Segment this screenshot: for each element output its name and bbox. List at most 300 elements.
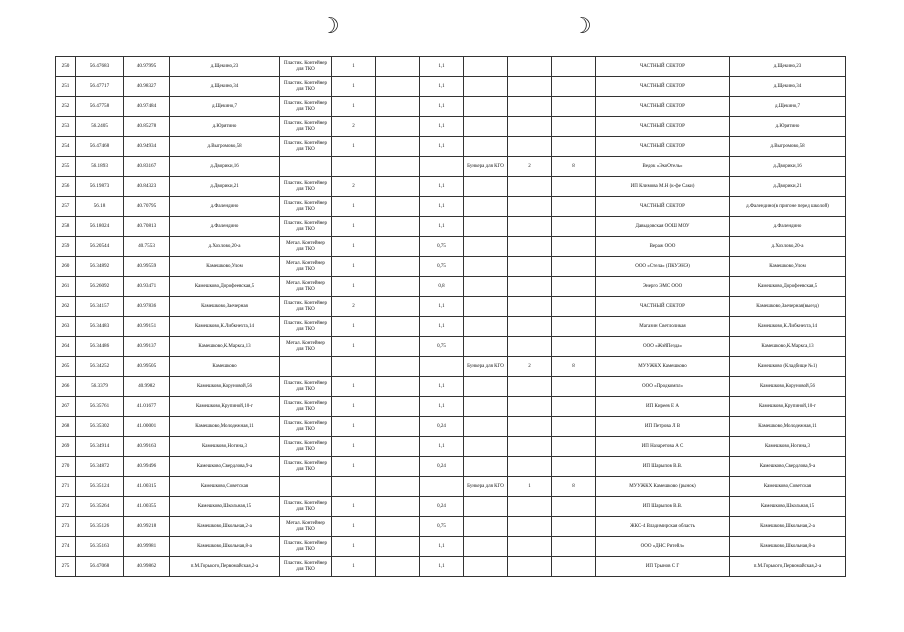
- cell-address: Камешково,К.Либкнехта,14: [170, 317, 280, 337]
- cell-address: Камешково,Советская: [170, 477, 280, 497]
- table-row: [56, 97, 846, 117]
- cell-bunker-type: [464, 237, 508, 257]
- cell-container-type: Пластик. Контейнер для ТКО: [280, 377, 332, 397]
- cell-longitude: 40.84323: [124, 177, 170, 197]
- cell-container-volume: 1,1: [420, 57, 464, 77]
- cell-owner: Давыдовская ООШ МОУ: [596, 217, 730, 237]
- cell-bunker-count: [508, 457, 552, 477]
- cell-longitude: 40.97484: [124, 97, 170, 117]
- cell-container-type: Пластик. Контейнер для ТКО: [280, 497, 332, 517]
- cell-container-count: 1: [332, 337, 376, 357]
- cell-container-type: Пластик. Контейнер для ТКО: [280, 197, 332, 217]
- cell-longitude: 40.99505: [124, 357, 170, 377]
- cell-bunker-type: [464, 517, 508, 537]
- cell-row-number: 258: [56, 217, 76, 237]
- cell-container-count: 2: [332, 297, 376, 317]
- cell-container-type: Пластик. Контейнер для ТКО: [280, 537, 332, 557]
- cell-blank-col: [376, 97, 420, 117]
- cell-blank-col: [376, 397, 420, 417]
- cell-container-count: 1: [332, 137, 376, 157]
- cell-container-type: Метал. Контейнер для ТКО: [280, 277, 332, 297]
- cell-container-volume: 1,1: [420, 177, 464, 197]
- table-row: [56, 217, 846, 237]
- cell-location: Камешково,Свердлова,9-а: [730, 457, 846, 477]
- cell-longitude: 40.99496: [124, 457, 170, 477]
- cell-bunker-volume: [552, 137, 596, 157]
- cell-address: д.Щекино,34: [170, 77, 280, 97]
- cell-bunker-type: [464, 57, 508, 77]
- cell-blank-col: [376, 257, 420, 277]
- cell-latitude: 56.18024: [76, 217, 124, 237]
- cell-container-type: Пластик. Контейнер для ТКО: [280, 117, 332, 137]
- cell-location: Камешково,Улом: [730, 257, 846, 277]
- cell-bunker-type: [464, 457, 508, 477]
- cell-container-volume: 0,24: [420, 497, 464, 517]
- cell-container-count: 1: [332, 197, 376, 217]
- cell-container-count: 1: [332, 77, 376, 97]
- cell-bunker-volume: [552, 557, 596, 577]
- table-row: [56, 117, 846, 137]
- cell-container-type: [280, 157, 332, 177]
- cell-latitude: 56.34483: [76, 317, 124, 337]
- cell-latitude: 56.35264: [76, 497, 124, 517]
- cell-container-count: [332, 477, 376, 497]
- cell-bunker-type: Бункера для КГО: [464, 357, 508, 377]
- cell-container-volume: 0,24: [420, 417, 464, 437]
- cell-owner: Магазин Светлоликая: [596, 317, 730, 337]
- cell-owner: ООО «ЖэйПезда»: [596, 337, 730, 357]
- cell-latitude: 56.26092: [76, 277, 124, 297]
- cell-latitude: 56.20544: [76, 237, 124, 257]
- cell-bunker-volume: [552, 97, 596, 117]
- cell-location: д.Щекино,34: [730, 77, 846, 97]
- cell-container-count: 1: [332, 437, 376, 457]
- cell-address: Камешково,Дорофеевская,5: [170, 277, 280, 297]
- cell-blank-col: [376, 57, 420, 77]
- cell-address: Камешково,Улом: [170, 257, 280, 277]
- cell-longitude: 40.93471: [124, 277, 170, 297]
- cell-latitude: 56.2405: [76, 117, 124, 137]
- cell-row-number: 268: [56, 417, 76, 437]
- cell-location: д.Дворики,21: [730, 177, 846, 197]
- cell-latitude: 56.34914: [76, 437, 124, 457]
- cell-container-type: Пластик. Контейнер для ТКО: [280, 217, 332, 237]
- cell-container-volume: 1,1: [420, 437, 464, 457]
- cell-location: д.Щекино,23: [730, 57, 846, 77]
- cell-bunker-type: [464, 337, 508, 357]
- cell-location: Камешково (Кладбище №1): [730, 357, 846, 377]
- cell-bunker-volume: [552, 517, 596, 537]
- cell-container-type: Пластик. Контейнер для ТКО: [280, 397, 332, 417]
- cell-latitude: 56.34486: [76, 337, 124, 357]
- cell-bunker-count: [508, 137, 552, 157]
- cell-container-type: Метал. Контейнер для ТКО: [280, 337, 332, 357]
- cell-bunker-volume: 8: [552, 477, 596, 497]
- cell-bunker-count: 2: [508, 157, 552, 177]
- cell-blank-col: [376, 117, 420, 137]
- cell-longitude: 41.01677: [124, 397, 170, 417]
- cell-blank-col: [376, 497, 420, 517]
- cell-container-count: 2: [332, 117, 376, 137]
- cell-blank-col: [376, 217, 420, 237]
- cell-bunker-count: 2: [508, 357, 552, 377]
- cell-bunker-volume: 8: [552, 157, 596, 177]
- cell-owner: ИП Шарыпов В.В.: [596, 497, 730, 517]
- cell-bunker-type: [464, 217, 508, 237]
- cell-container-volume: 0,75: [420, 237, 464, 257]
- cell-row-number: 262: [56, 297, 76, 317]
- cell-location: Камешково,Школьная,8-а: [730, 537, 846, 557]
- cell-container-volume: 1,1: [420, 137, 464, 157]
- table-row: [56, 257, 846, 277]
- cell-container-count: 1: [332, 317, 376, 337]
- cell-bunker-type: [464, 117, 508, 137]
- cell-longitude: 40.70795: [124, 197, 170, 217]
- cell-bunker-volume: [552, 417, 596, 437]
- cell-container-type: Метал. Контейнер для ТКО: [280, 237, 332, 257]
- cell-location: д.Щекино,7: [730, 97, 846, 117]
- cell-container-type: Пластик. Контейнер для ТКО: [280, 317, 332, 337]
- cell-container-volume: 0,75: [420, 337, 464, 357]
- cell-bunker-count: [508, 197, 552, 217]
- cell-row-number: 254: [56, 137, 76, 157]
- cell-container-count: 1: [332, 417, 376, 437]
- cell-location: Камешково,Школьная,15: [730, 497, 846, 517]
- cell-row-number: 273: [56, 517, 76, 537]
- cell-bunker-volume: [552, 497, 596, 517]
- cell-location: Камешково,К.Либкнехта,14: [730, 317, 846, 337]
- cell-blank-col: [376, 157, 420, 177]
- cell-location: д.Фалендино: [730, 217, 846, 237]
- cell-bunker-count: [508, 517, 552, 537]
- cell-container-volume: 0,75: [420, 517, 464, 537]
- table-row: [56, 57, 846, 77]
- cell-blank-col: [376, 477, 420, 497]
- cell-row-number: 260: [56, 257, 76, 277]
- cell-address: д.Фалендино: [170, 217, 280, 237]
- cell-row-number: 274: [56, 537, 76, 557]
- cell-owner: ИП Трынов С Г: [596, 557, 730, 577]
- cell-address: д.Хохлово,20-а: [170, 237, 280, 257]
- table-row: [56, 457, 846, 477]
- cell-row-number: 270: [56, 457, 76, 477]
- cell-owner: МУУЖКХ Камешково (рынок): [596, 477, 730, 497]
- cell-bunker-count: [508, 297, 552, 317]
- cell-location: Камешково,Советская: [730, 477, 846, 497]
- table-row: [56, 277, 846, 297]
- cell-container-count: 1: [332, 557, 376, 577]
- cell-container-count: 1: [332, 257, 376, 277]
- cell-bunker-type: [464, 77, 508, 97]
- cell-container-count: 2: [332, 177, 376, 197]
- cell-owner: ЧАСТНЫЙ СЕКТОР: [596, 57, 730, 77]
- cell-row-number: 269: [56, 437, 76, 457]
- cell-row-number: 253: [56, 117, 76, 137]
- cell-bunker-type: [464, 317, 508, 337]
- cell-latitude: 56.3379: [76, 377, 124, 397]
- cell-blank-col: [376, 537, 420, 557]
- cell-location: Камешково,Школьная,2-а: [730, 517, 846, 537]
- cell-longitude: 40.99862: [124, 557, 170, 577]
- cell-row-number: 267: [56, 397, 76, 417]
- cell-owner: ЧАСТНЫЙ СЕКТОР: [596, 77, 730, 97]
- cell-blank-col: [376, 277, 420, 297]
- cell-bunker-type: [464, 437, 508, 457]
- cell-container-volume: 1,1: [420, 397, 464, 417]
- cell-container-count: 1: [332, 397, 376, 417]
- cell-address: Камешково,Молодежная,11: [170, 417, 280, 437]
- cell-longitude: 41.00001: [124, 417, 170, 437]
- cell-location: Камешково,Коруновой,56: [730, 377, 846, 397]
- cell-row-number: 275: [56, 557, 76, 577]
- cell-owner: ИП Шарыпов В.В.: [596, 457, 730, 477]
- cell-bunker-type: [464, 417, 508, 437]
- cell-container-volume: 1,1: [420, 557, 464, 577]
- cell-container-volume: [420, 157, 464, 177]
- cell-bunker-type: Бункера для КГО: [464, 157, 508, 177]
- cell-container-volume: 1,1: [420, 297, 464, 317]
- cell-bunker-volume: [552, 237, 596, 257]
- cell-address: Камешково,Школьная,8-а: [170, 537, 280, 557]
- cell-longitude: 40.99163: [124, 437, 170, 457]
- cell-location: Камешково,Крупиной,10-г: [730, 397, 846, 417]
- cell-bunker-count: [508, 237, 552, 257]
- cell-bunker-count: [508, 277, 552, 297]
- cell-row-number: 264: [56, 337, 76, 357]
- cell-container-type: Пластик. Контейнер для ТКО: [280, 437, 332, 457]
- cell-container-type: [280, 477, 332, 497]
- cell-bunker-count: [508, 437, 552, 457]
- cell-bunker-type: [464, 377, 508, 397]
- cell-longitude: 40.99218: [124, 517, 170, 537]
- cell-address: д.Фалендино: [170, 197, 280, 217]
- cell-container-count: 1: [332, 497, 376, 517]
- cell-container-volume: 1,1: [420, 217, 464, 237]
- cell-owner: ЧАСТНЫЙ СЕКТОР: [596, 137, 730, 157]
- cell-location: п.М.Горького,Первомайская,2-а: [730, 557, 846, 577]
- cell-bunker-volume: [552, 197, 596, 217]
- cell-bunker-count: [508, 257, 552, 277]
- cell-blank-col: [376, 557, 420, 577]
- cell-owner: ООО «Продкомпл»: [596, 377, 730, 397]
- cell-address: Камешково: [170, 357, 280, 377]
- cell-location: д.Выгромово,58: [730, 137, 846, 157]
- table-row: [56, 437, 846, 457]
- cell-owner: ЖКС-4 Владимирская область: [596, 517, 730, 537]
- cell-owner: ИП Киреев Е А: [596, 397, 730, 417]
- cell-bunker-type: [464, 397, 508, 417]
- cell-latitude: 56.47717: [76, 77, 124, 97]
- cell-longitude: 41.00315: [124, 477, 170, 497]
- cell-bunker-count: 1: [508, 477, 552, 497]
- cell-blank-col: [376, 517, 420, 537]
- cell-location: Камешково,К.Маркса,13: [730, 337, 846, 357]
- cell-address: д.Щекино,23: [170, 57, 280, 77]
- cell-latitude: 56.1893: [76, 157, 124, 177]
- cell-bunker-type: [464, 177, 508, 197]
- cell-longitude: 40.83167: [124, 157, 170, 177]
- table-row: [56, 517, 846, 537]
- cell-container-type: Пластик. Контейнер для ТКО: [280, 137, 332, 157]
- cell-longitude: 40.98327: [124, 77, 170, 97]
- cell-row-number: 252: [56, 97, 76, 117]
- cell-location: д.Дворики,16: [730, 157, 846, 177]
- cell-blank-col: [376, 197, 420, 217]
- cell-latitude: 56.34892: [76, 257, 124, 277]
- cell-container-count: 1: [332, 237, 376, 257]
- cell-longitude: 40.99559: [124, 257, 170, 277]
- table-row: [56, 417, 846, 437]
- cell-container-count: [332, 157, 376, 177]
- cell-bunker-volume: [552, 77, 596, 97]
- cell-latitude: 56.35126: [76, 517, 124, 537]
- table-row: [56, 557, 846, 577]
- cell-bunker-type: [464, 557, 508, 577]
- cell-container-type: Пластик. Контейнер для ТКО: [280, 177, 332, 197]
- cell-owner: ООО «Стела» (ПКУЭНЭ): [596, 257, 730, 277]
- cell-latitude: 56.47758: [76, 97, 124, 117]
- cell-bunker-volume: [552, 177, 596, 197]
- cell-bunker-volume: [552, 57, 596, 77]
- cell-container-type: Пластик. Контейнер для ТКО: [280, 77, 332, 97]
- cell-bunker-count: [508, 97, 552, 117]
- cell-address: д.Юрятино: [170, 117, 280, 137]
- cell-bunker-volume: [552, 397, 596, 417]
- binder-hole-mark-left: ☽: [320, 14, 340, 39]
- cell-bunker-count: [508, 177, 552, 197]
- cell-bunker-volume: [552, 277, 596, 297]
- cell-latitude: 56.18: [76, 197, 124, 217]
- cell-address: Камешково,Свердлова,9-а: [170, 457, 280, 477]
- table-row: [56, 137, 846, 157]
- cell-container-volume: 0,8: [420, 277, 464, 297]
- cell-bunker-count: [508, 497, 552, 517]
- cell-container-count: 1: [332, 457, 376, 477]
- cell-owner: ЧАСТНЫЙ СЕКТОР: [596, 117, 730, 137]
- cell-latitude: 56.34872: [76, 457, 124, 477]
- cell-owner: Энерго ЭМС ООО: [596, 277, 730, 297]
- cell-container-type: Пластик. Контейнер для ТКО: [280, 97, 332, 117]
- cell-longitude: 41.00355: [124, 497, 170, 517]
- cell-container-volume: 0,24: [420, 457, 464, 477]
- cell-bunker-volume: [552, 437, 596, 457]
- cell-latitude: 56.35163: [76, 537, 124, 557]
- cell-longitude: 40.99137: [124, 337, 170, 357]
- cell-row-number: 256: [56, 177, 76, 197]
- cell-latitude: 56.34157: [76, 297, 124, 317]
- cell-container-volume: 1,1: [420, 77, 464, 97]
- cell-address: д.Выгромово,58: [170, 137, 280, 157]
- cell-blank-col: [376, 137, 420, 157]
- cell-owner: Ведок «ЭкоОтель»: [596, 157, 730, 177]
- table-row: [56, 477, 846, 497]
- binder-hole-mark-right: ☽: [572, 14, 592, 39]
- cell-latitude: 56.19873: [76, 177, 124, 197]
- cell-container-count: 1: [332, 97, 376, 117]
- cell-bunker-type: [464, 537, 508, 557]
- cell-container-volume: [420, 357, 464, 377]
- table-row: [56, 397, 846, 417]
- cell-longitude: 40.97995: [124, 57, 170, 77]
- cell-location: Камешково,Молодежная,11: [730, 417, 846, 437]
- cell-row-number: 251: [56, 77, 76, 97]
- table-row: [56, 377, 846, 397]
- cell-latitude: 56.35761: [76, 397, 124, 417]
- cell-bunker-type: [464, 297, 508, 317]
- cell-bunker-type: [464, 137, 508, 157]
- cell-address: Камешково,Школьная,15: [170, 497, 280, 517]
- cell-location: д.Фалендино(в пригоне перед школой): [730, 197, 846, 217]
- cell-blank-col: [376, 237, 420, 257]
- cell-container-count: 1: [332, 517, 376, 537]
- cell-container-count: 1: [332, 377, 376, 397]
- cell-row-number: 266: [56, 377, 76, 397]
- cell-row-number: 263: [56, 317, 76, 337]
- cell-bunker-type: [464, 277, 508, 297]
- cell-address: п.М.Горького,Первомайская,2-а: [170, 557, 280, 577]
- cell-row-number: 250: [56, 57, 76, 77]
- cell-owner: ЧАСТНЫЙ СЕКТОР: [596, 97, 730, 117]
- cell-container-volume: 1,1: [420, 377, 464, 397]
- cell-location: д.Юрятино: [730, 117, 846, 137]
- cell-container-volume: 1,1: [420, 197, 464, 217]
- table-row: [56, 357, 846, 377]
- cell-bunker-type: [464, 497, 508, 517]
- cell-location: д.Хохлово,20-а: [730, 237, 846, 257]
- cell-container-volume: [420, 477, 464, 497]
- cell-longitude: 40.94934: [124, 137, 170, 157]
- cell-address: Камешково,Коруновой,56: [170, 377, 280, 397]
- table-row: [56, 317, 846, 337]
- cell-blank-col: [376, 357, 420, 377]
- cell-container-volume: 1,1: [420, 117, 464, 137]
- cell-container-type: Пластик. Контейнер для ТКО: [280, 297, 332, 317]
- cell-blank-col: [376, 417, 420, 437]
- cell-latitude: 56.47068: [76, 557, 124, 577]
- cell-bunker-volume: [552, 377, 596, 397]
- cell-address: Камешково,Школьная,2-а: [170, 517, 280, 537]
- cell-bunker-count: [508, 377, 552, 397]
- cell-address: Камешково,Крупиной,10-г: [170, 397, 280, 417]
- cell-container-volume: 0,75: [420, 257, 464, 277]
- cell-row-number: 272: [56, 497, 76, 517]
- cell-bunker-count: [508, 417, 552, 437]
- cell-bunker-volume: [552, 257, 596, 277]
- cell-bunker-count: [508, 337, 552, 357]
- cell-longitude: 40.70813: [124, 217, 170, 237]
- cell-address: Камешково,Заечерная: [170, 297, 280, 317]
- waste-container-registry-table: [55, 56, 846, 577]
- cell-longitude: 40.99981: [124, 537, 170, 557]
- table-row: [56, 177, 846, 197]
- table-row: [56, 297, 846, 317]
- cell-latitude: 56.47683: [76, 57, 124, 77]
- cell-owner: ЧАСТНЫЙ СЕКТОР: [596, 297, 730, 317]
- cell-container-count: 1: [332, 537, 376, 557]
- cell-container-type: Метал. Контейнер для ТКО: [280, 257, 332, 277]
- cell-container-volume: 1,1: [420, 537, 464, 557]
- cell-blank-col: [376, 377, 420, 397]
- cell-location: Камешково,Дорофеевская,5: [730, 277, 846, 297]
- registry-rows: [56, 57, 846, 577]
- cell-address: д.Дворики,21: [170, 177, 280, 197]
- cell-owner: МУУЖКХ Камешково: [596, 357, 730, 377]
- cell-container-volume: 1,1: [420, 97, 464, 117]
- cell-bunker-type: [464, 197, 508, 217]
- cell-row-number: 259: [56, 237, 76, 257]
- table-row: [56, 237, 846, 257]
- table-row: [56, 77, 846, 97]
